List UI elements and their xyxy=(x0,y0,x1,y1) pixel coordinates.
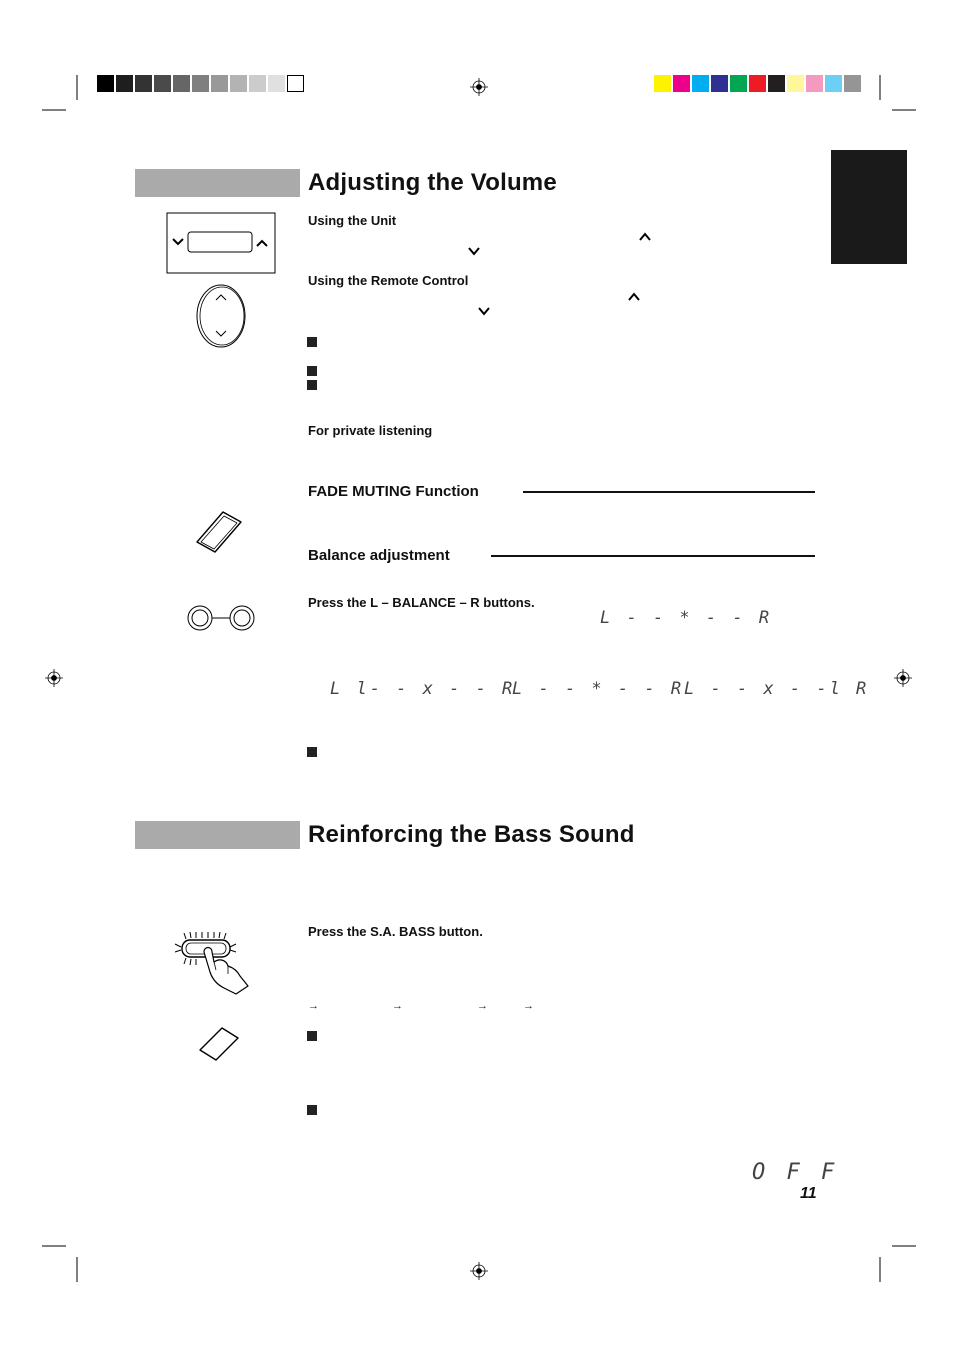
section-bar-volume xyxy=(135,169,300,197)
arrow-right-icon: → xyxy=(392,1000,403,1012)
fade-muting-button-illustration xyxy=(193,508,245,556)
color-swatch xyxy=(806,75,823,92)
grayscale-swatch xyxy=(287,75,304,92)
grayscale-swatch xyxy=(173,75,190,92)
grayscale-swatch xyxy=(116,75,133,92)
bass-instruction: Press the S.A. BASS button. xyxy=(308,924,483,939)
heading-rule xyxy=(523,491,815,493)
balance-display-left: L l- - x - - R xyxy=(330,679,516,699)
color-swatch xyxy=(711,75,728,92)
color-swatch xyxy=(787,75,804,92)
caret-down-icon xyxy=(468,247,481,256)
caret-up-icon xyxy=(628,292,641,301)
grayscale-swatch xyxy=(192,75,209,92)
section-tab xyxy=(831,150,907,264)
heading-reinforcing-bass: Reinforcing the Bass Sound xyxy=(308,821,635,848)
grayscale-swatch xyxy=(154,75,171,92)
grayscale-swatch xyxy=(97,75,114,92)
heading-adjusting-volume: Adjusting the Volume xyxy=(308,169,557,196)
grayscale-swatch xyxy=(211,75,228,92)
heading-fade-muting: FADE MUTING Function xyxy=(308,483,479,500)
bullet-square xyxy=(307,1031,317,1041)
registration-mark-top xyxy=(470,78,488,96)
subheading-using-unit: Using the Unit xyxy=(308,213,397,228)
arrow-right-icon: → xyxy=(523,1000,534,1012)
bass-display-off: O F F xyxy=(752,1160,839,1185)
grayscale-swatch xyxy=(230,75,247,92)
heading-balance-adjustment: Balance adjustment xyxy=(308,547,450,564)
color-swatch xyxy=(673,75,690,92)
registration-mark-bottom xyxy=(470,1262,488,1280)
remote-sa-bass-button-illustration xyxy=(196,1024,242,1064)
grayscale-swatch xyxy=(135,75,152,92)
section-bar-bass xyxy=(135,821,300,849)
bullet-square xyxy=(307,366,317,376)
subheading-using-remote: Using the Remote Control xyxy=(308,273,469,288)
subheading-private-listening: For private listening xyxy=(308,423,433,438)
remote-volume-button-illustration xyxy=(194,283,248,350)
color-swatch xyxy=(654,75,671,92)
caret-down-icon xyxy=(478,307,491,316)
grayscale-calibration-bar xyxy=(97,75,306,92)
color-swatch xyxy=(825,75,842,92)
registration-mark-right xyxy=(894,669,912,687)
page-number: 11 xyxy=(800,1185,817,1202)
bullet-square xyxy=(307,380,317,390)
color-swatch xyxy=(749,75,766,92)
unit-volume-control-illustration xyxy=(166,212,277,275)
bullet-square xyxy=(307,1105,317,1115)
grayscale-swatch xyxy=(268,75,285,92)
balance-display-center: L - - * - - R xyxy=(600,608,773,628)
sa-bass-button-press-illustration xyxy=(170,928,256,996)
color-swatch xyxy=(844,75,861,92)
color-swatch xyxy=(768,75,785,92)
color-calibration-bar xyxy=(654,75,863,92)
bullet-square xyxy=(307,337,317,347)
balance-display-right: L - - x - -l R xyxy=(684,679,870,699)
color-swatch xyxy=(692,75,709,92)
heading-rule xyxy=(491,555,815,557)
balance-instruction: Press the L – BALANCE – R buttons. xyxy=(308,595,535,610)
arrow-right-icon: → xyxy=(477,1000,488,1012)
registration-mark-left xyxy=(45,669,63,687)
arrow-right-icon: → xyxy=(308,1000,319,1012)
bullet-square xyxy=(307,747,317,757)
balance-buttons-illustration xyxy=(186,604,256,632)
grayscale-swatch xyxy=(249,75,266,92)
caret-up-icon xyxy=(639,232,652,241)
balance-display-mid: L - - * - - R xyxy=(512,679,685,699)
color-swatch xyxy=(730,75,747,92)
